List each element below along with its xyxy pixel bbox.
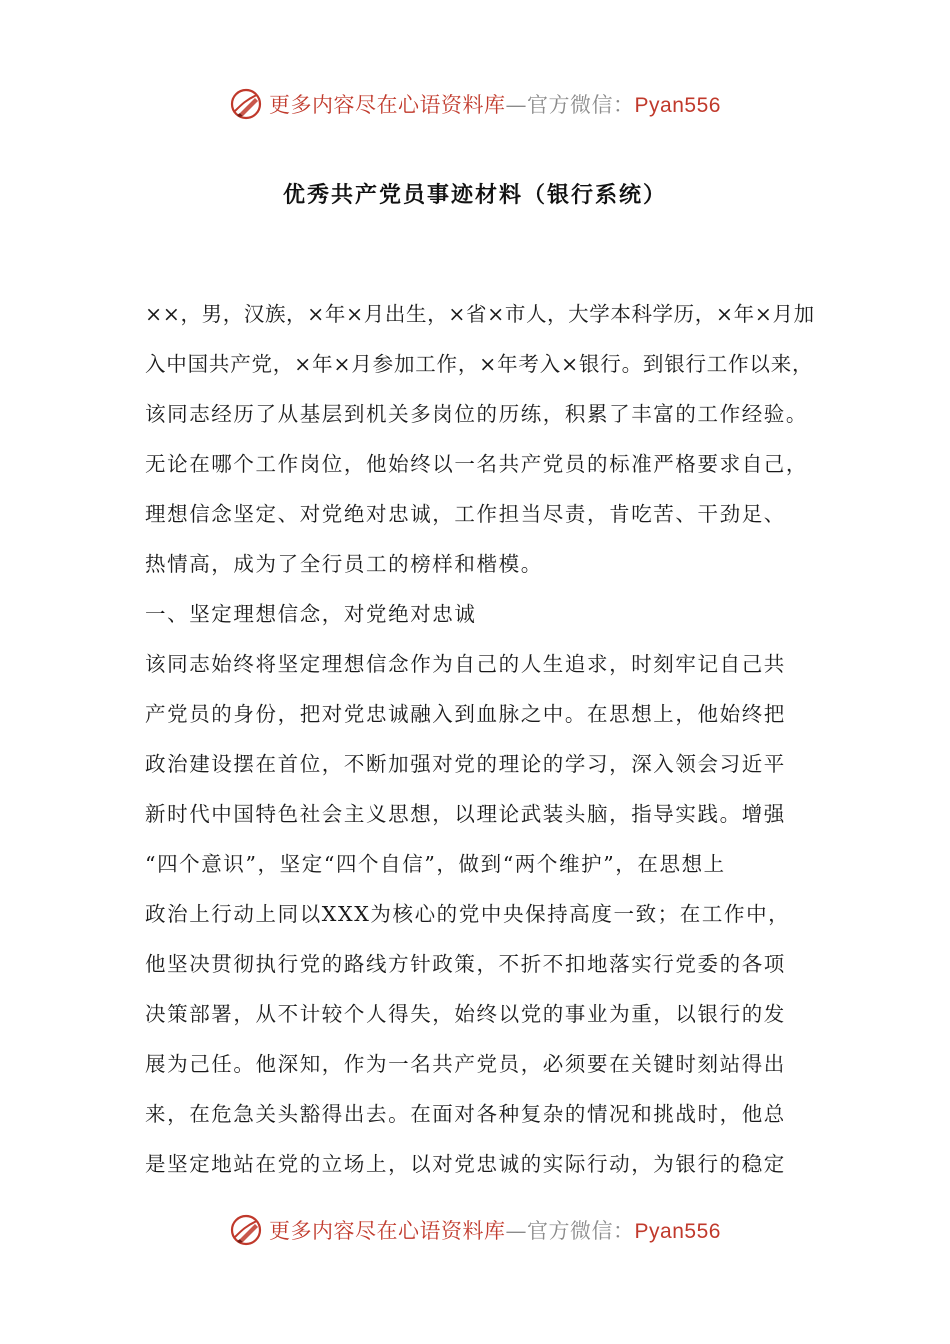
banner-text: [269, 1215, 721, 1245]
banner-text-wechat-label: —官方微信：: [505, 93, 635, 117]
pen-nib-logo-icon: [229, 87, 263, 121]
text-line: 热情高，成为了全行员工的榜样和楷模。: [145, 552, 543, 576]
text-line: 入中国共产党，×年×月参加工作，×年考入×银行。到银行工作以来，: [145, 352, 814, 376]
footer-banner: [0, 1210, 950, 1250]
text-line: ××，男，汉族，×年×月出生，×省×市人，大学本科学历，×年×月加: [145, 302, 815, 326]
banner-text-wechat-id: Pyan556: [634, 94, 721, 117]
banner-text-site: 更多内容尽在心语资料库: [269, 1219, 506, 1243]
text-line: 产党员的身份，把对党忠诚融入到血脉之中。在思想上，他始终把: [145, 702, 786, 726]
header-banner: [0, 84, 950, 124]
text-line: 该同志经历了从基层到机关多岗位的历练，积累了丰富的工作经验。: [145, 402, 808, 426]
document-body: [145, 292, 817, 1192]
text-line: 政治建设摆在首位，不断加强对党的理论的学习，深入领会习近平: [145, 752, 786, 776]
text-line: 无论在哪个工作岗位，他始终以一名共产党员的标准严格要求自己，: [145, 452, 808, 476]
banner-text-wechat-id: Pyan556: [634, 1220, 721, 1243]
text-line: “四个意识”，坚定“四个自信”，做到“两个维护”，在思想上: [145, 852, 726, 876]
text-line: 是坚定地站在党的立场上，以对党忠诚的实际行动，为银行的稳定: [145, 1152, 786, 1176]
document-title: 优秀共产党员事迹材料（银行系统）: [282, 183, 667, 208]
banner-text: [269, 89, 721, 119]
section-heading: 一、坚定理想信念，对党绝对忠诚: [145, 602, 477, 626]
text-line: 政治上行动上同以XXX为核心的党中央保持高度一致；在工作中，: [145, 902, 791, 926]
text-line: 来，在危急关头豁得出去。在面对各种复杂的情况和挑战时，他总: [145, 1102, 786, 1126]
banner-text-wechat-label: —官方微信：: [505, 1219, 635, 1243]
text-line: 展为己任。他深知，作为一名共产党员，必须要在关键时刻站得出: [145, 1052, 786, 1076]
banner-text-site: 更多内容尽在心语资料库: [269, 93, 506, 117]
text-line: 决策部署，从不计较个人得失，始终以党的事业为重，以银行的发: [145, 1002, 786, 1026]
text-line: 该同志始终将坚定理想信念作为自己的人生追求，时刻牢记自己共: [145, 652, 786, 676]
text-line: 他坚决贯彻执行党的路线方针政策，不折不扣地落实行党委的各项: [145, 952, 786, 976]
pen-nib-logo-icon: [229, 1213, 263, 1247]
text-line: 理想信念坚定、对党绝对忠诚，工作担当尽责，肯吃苦、干劲足、: [145, 502, 786, 526]
text-line: 新时代中国特色社会主义思想，以理论武装头脑，指导实践。增强: [145, 802, 786, 826]
